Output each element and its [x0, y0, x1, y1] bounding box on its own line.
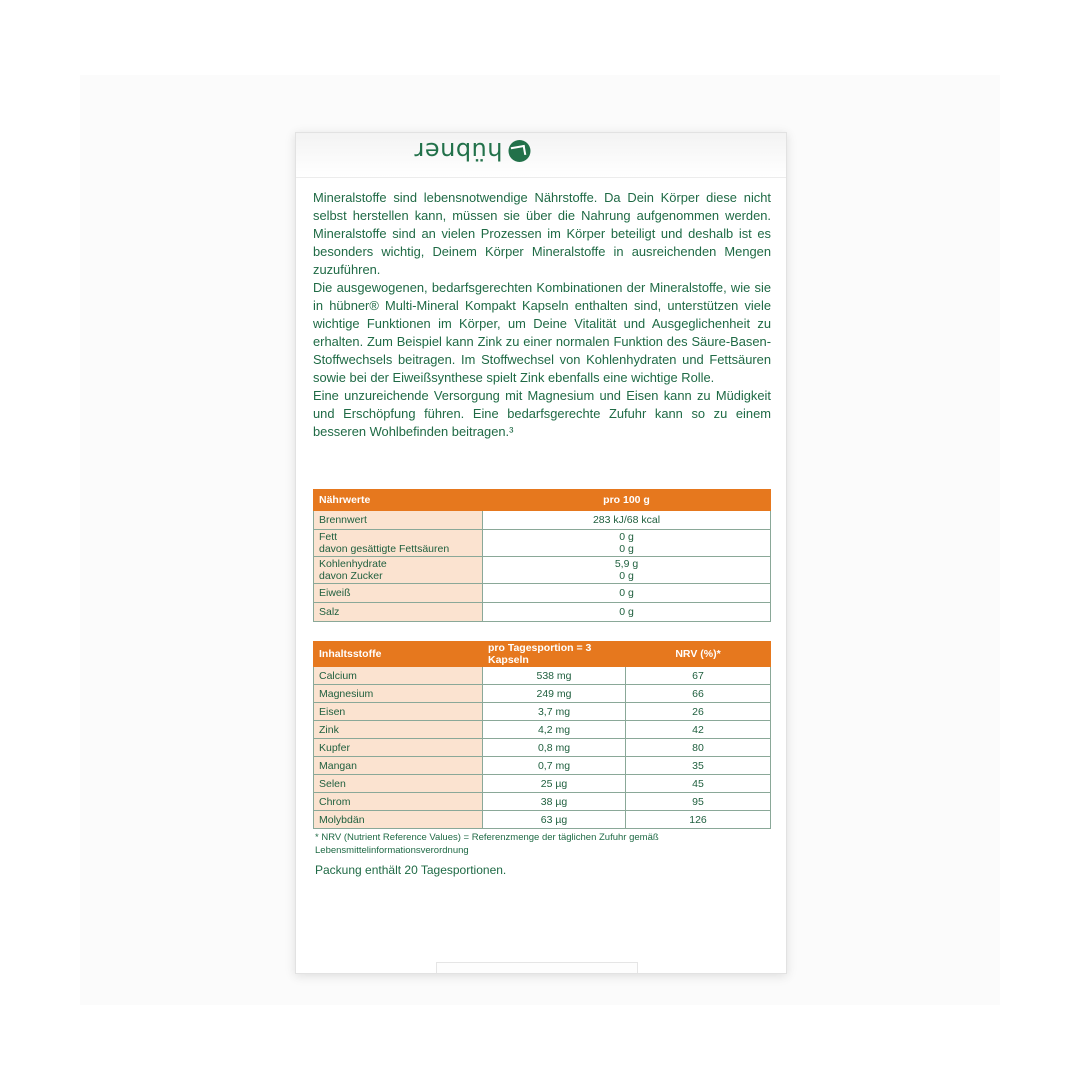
nutrition-header-value: pro 100 g	[483, 490, 771, 511]
nutrition-value: 283 kJ/68 kcal	[483, 511, 771, 530]
table-row	[314, 703, 771, 721]
nutrition-value: 0 g	[483, 603, 771, 622]
nutrition-label: Salz	[314, 603, 483, 622]
nrv-footnote: * NRV (Nutrient Reference Values) = Referenzmenge der täglichen Zufuhr gemäß Lebensmittelinformationsverordnung	[315, 832, 659, 856]
ingredient-nrv: 67	[626, 667, 771, 685]
table-row	[314, 721, 771, 739]
ingredient-name: Molybdän	[314, 811, 483, 829]
table-row	[314, 530, 771, 557]
ingredients-header-name: Inhaltsstoffe	[314, 642, 483, 667]
nutrition-value: 0 g	[483, 584, 771, 603]
nutrition-label-sub: davon gesättigte Fettsäuren	[319, 543, 450, 555]
ingredient-name: Zink	[314, 721, 483, 739]
ingredients-header-nrv: NRV (%)*	[626, 642, 771, 667]
ingredient-amount: 38 µg	[483, 793, 626, 811]
ingredients-header-amount: pro Tagesportion = 3 Kapseln	[483, 642, 626, 667]
ingredient-name: Kupfer	[314, 739, 483, 757]
ingredient-nrv: 80	[626, 739, 771, 757]
table-row	[314, 584, 771, 603]
nutrition-value-sub: 0 g	[619, 570, 634, 582]
table-row	[314, 739, 771, 757]
table-row	[314, 603, 771, 622]
ingredient-name: Calcium	[314, 667, 483, 685]
ingredient-nrv: 35	[626, 757, 771, 775]
table-row	[314, 793, 771, 811]
leaf-logo-icon	[509, 140, 531, 162]
nutrition-label	[314, 530, 483, 557]
nutrition-header-row	[314, 490, 771, 511]
nutrition-label-main: Fett	[319, 531, 338, 543]
description-paragraph-3: Eine unzureichende Versorgung mit Magnesium und Eisen kann zu Müdigkeit und Erschöpfung führen. Eine bedarfsgerechte Zufuhr kann so zu einem besseren Wohlbefinden beitragen.³	[313, 388, 771, 439]
product-description	[313, 189, 771, 441]
box-bottom-tab	[436, 962, 638, 973]
ingredient-nrv: 66	[626, 685, 771, 703]
nutrition-value-sub: 0 g	[619, 543, 634, 555]
description-paragraph-2: Die ausgewogenen, bedarfsgerechten Kombinationen der Mineralstoffe, wie sie in hübner® Multi-Mineral Kompakt Kapseln enthalten sind, unterstützen viele wichtige Funktionen im Körper, um Deine Vitalität und Ausgeglichenheit zu erhalten. Zum Beispiel kann Zink zu einer normalen Funktion des Säure-Basen-Stoffwechsels beitragen. Im Stoffwechsel von Kohlenhydraten und Fettsäuren sowie bei der Eiweißsynthese spielt Zink ebenfalls eine wichtige Rolle.	[313, 280, 771, 385]
ingredient-amount: 538 mg	[483, 667, 626, 685]
brand-logo	[414, 137, 531, 165]
nutrition-label: Eiweiß	[314, 584, 483, 603]
table-row	[314, 775, 771, 793]
ingredient-name: Mangan	[314, 757, 483, 775]
ingredient-nrv: 95	[626, 793, 771, 811]
table-row	[314, 811, 771, 829]
ingredient-name: Selen	[314, 775, 483, 793]
ingredient-amount: 0,7 mg	[483, 757, 626, 775]
brand-name: hübner	[414, 137, 503, 165]
ingredient-nrv: 26	[626, 703, 771, 721]
ingredients-header-row	[314, 642, 771, 667]
ingredient-nrv: 45	[626, 775, 771, 793]
ingredient-amount: 63 µg	[483, 811, 626, 829]
nutrition-label-main: Kohlenhydrate	[319, 558, 387, 570]
nutrition-value	[483, 530, 771, 557]
nutrition-header-label: Nährwerte	[314, 490, 483, 511]
package-note: Packung enthält 20 Tagesportionen.	[315, 863, 507, 877]
ingredient-amount: 0,8 mg	[483, 739, 626, 757]
ingredient-amount: 249 mg	[483, 685, 626, 703]
ingredients-table	[313, 641, 771, 829]
table-row	[314, 667, 771, 685]
box-top-flap	[296, 133, 786, 178]
product-box-back	[295, 132, 787, 974]
ingredient-amount: 3,7 mg	[483, 703, 626, 721]
ingredient-nrv: 42	[626, 721, 771, 739]
nutrition-label-sub: davon Zucker	[319, 570, 383, 582]
nutrition-label	[314, 557, 483, 584]
table-row	[314, 511, 771, 530]
nutrition-value-main: 5,9 g	[614, 558, 639, 570]
table-row	[314, 685, 771, 703]
nutrition-table	[313, 489, 771, 622]
ingredient-amount: 25 µg	[483, 775, 626, 793]
table-row	[314, 757, 771, 775]
description-paragraph-1: Mineralstoffe sind lebensnotwendige Nährstoffe. Da Dein Körper diese nicht selbst herstellen kann, müssen sie über die Nahrung aufgenommen werden. Mineralstoffe sind an vielen Prozessen im Körper beteiligt und deshalb ist es besonders wichtig, Deinem Körper Mineralstoffe in ausreichenden Mengen zuzuführen.	[313, 190, 771, 277]
nutrition-value-main: 0 g	[619, 531, 634, 543]
ingredient-name: Chrom	[314, 793, 483, 811]
ingredient-name: Magnesium	[314, 685, 483, 703]
table-row	[314, 557, 771, 584]
nutrition-value	[483, 557, 771, 584]
ingredient-amount: 4,2 mg	[483, 721, 626, 739]
ingredient-name: Eisen	[314, 703, 483, 721]
nutrition-label: Brennwert	[314, 511, 483, 530]
ingredient-nrv: 126	[626, 811, 771, 829]
